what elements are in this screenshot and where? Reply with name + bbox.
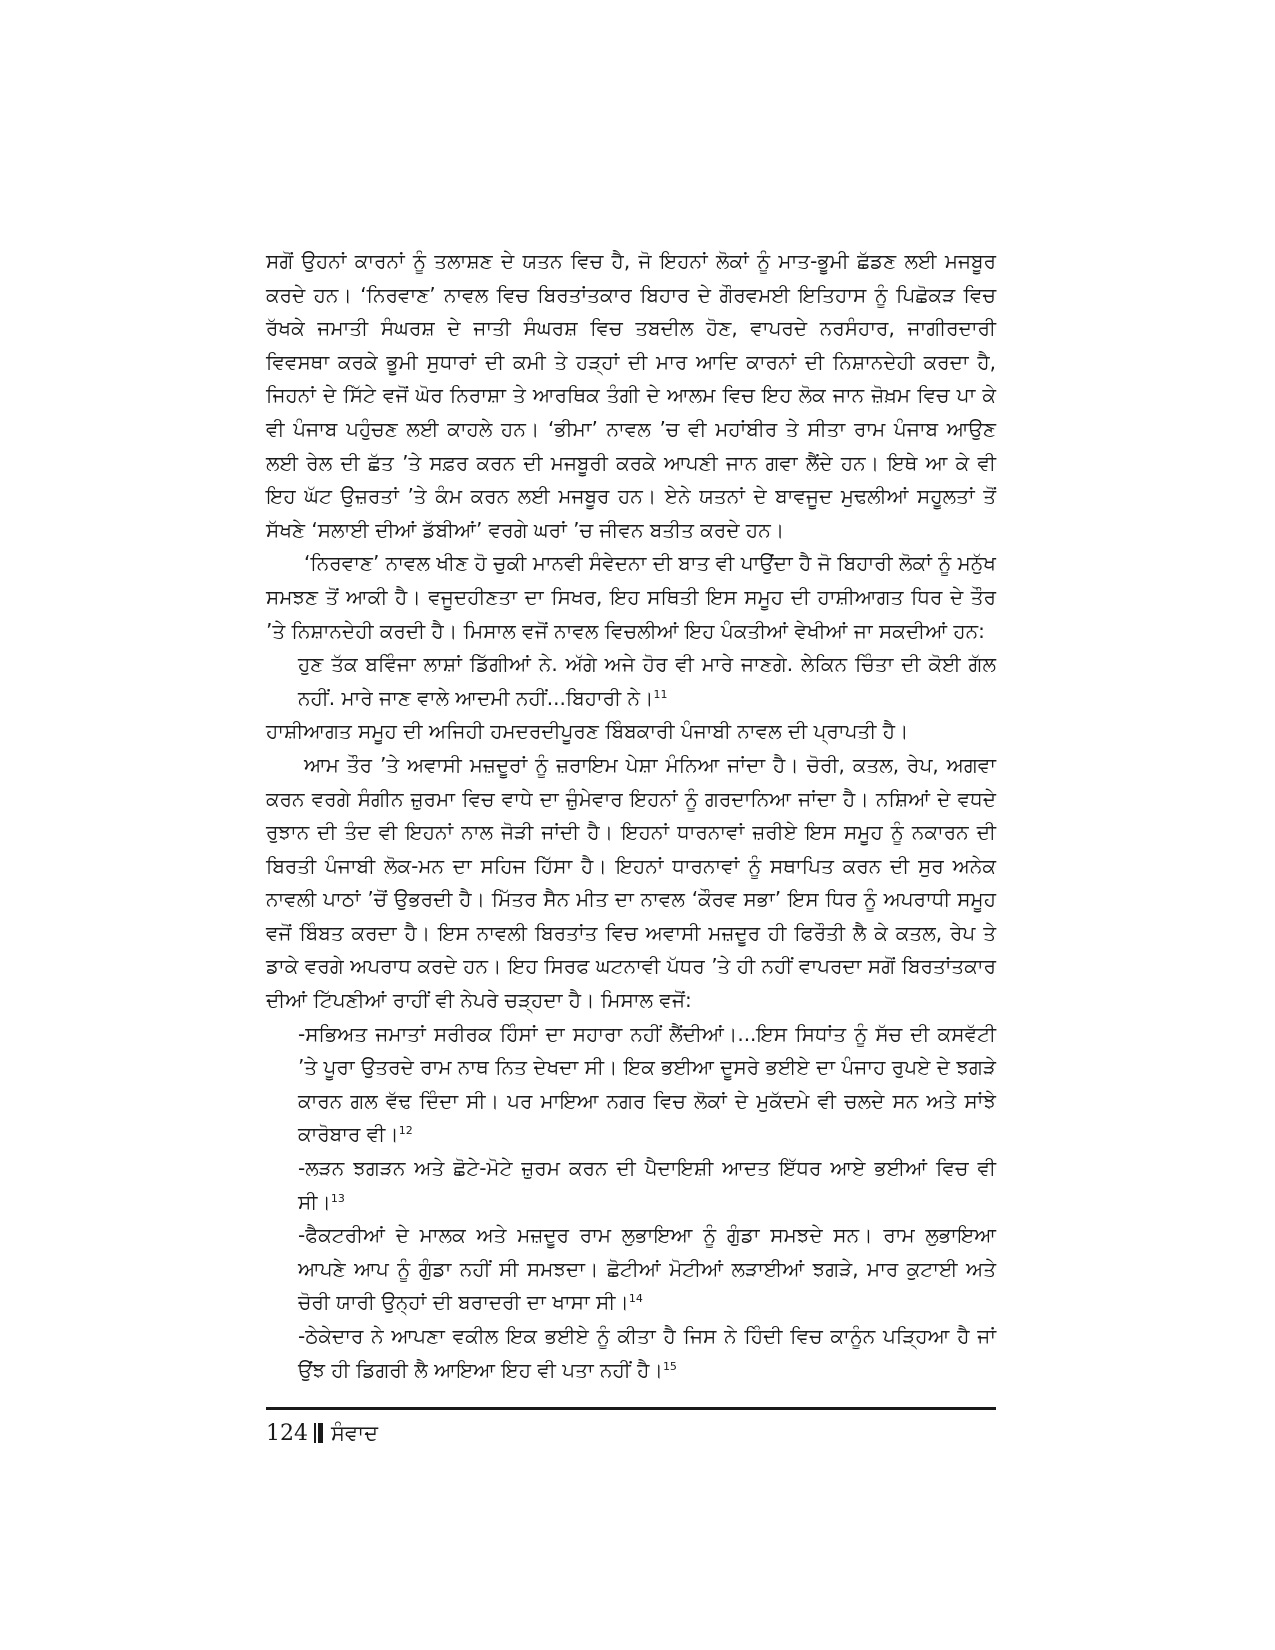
footnote-ref: 11 xyxy=(653,687,668,701)
footnote-ref: 12 xyxy=(398,1124,413,1138)
quote-text: ਹੁਣ ਤੱਕ ਬਵਿੰਜਾ ਲਾਸ਼ਾਂ ਡਿੱਗੀਆਂ ਨੇ. ਅੱਗੇ ਅਜੇ ਹੋਰ ਵੀ ਮਾਰੇ ਜਾਣਗੇ. ਲੇਕਿਨ ਚਿੰਤਾ ਦੀ ਕੋਈ ਗੱਲ ਨਹੀਂ. ਮਾਰੇ ਜਾਣ ਵਾਲੇ ਆਦਮੀ ਨਹੀਂ...ਬਿਹਾਰੀ ਨੇ। xyxy=(298,652,996,710)
footer-divider xyxy=(266,1407,996,1410)
footnote-ref: 14 xyxy=(628,1292,643,1306)
quote-text: -ਫੈਕਟਰੀਆਂ ਦੇ ਮਾਲਕ ਅਤੇ ਮਜ਼ਦੂਰ ਰਾਮ ਲੁਭਾਇਆ ਨੂੰ ਗੁੰਡਾ ਸਮਝਦੇ ਸਨ। ਰਾਮ ਲੁਭਾਇਆ ਆਪਣੇ ਆਪ ਨੂੰ ਗੁੰਡਾ ਨਹੀਂ ਸੀ ਸਮਝਦਾ। ਛੋਟੀਆਂ ਮੋਟੀਆਂ ਲੜਾਈਆਂ ਝਗੜੇ, ਮਾਰ ਕੁਟਾਈ ਅਤੇ ਚੋਰੀ ਯਾਰੀ ਉਨ੍ਹਾਂ ਦੀ ਬਰਾਦਰੀ ਦਾ ਖਾਸਾ ਸੀ। xyxy=(298,1223,996,1315)
block-quote xyxy=(298,1018,996,1152)
quote-text: -ਸਭਿਅਤ ਜਮਾਤਾਂ ਸਰੀਰਕ ਹਿੰਸਾਂ ਦਾ ਸਹਾਰਾ ਨਹੀਂ ਲੈਂਦੀਆਂ।...ਇਸ ਸਿਧਾਂਤ ਨੂੰ ਸੱਚ ਦੀ ਕਸਵੱਟੀ ’ਤੇ ਪੂਰਾ ਉਤਰਦੇ ਰਾਮ ਨਾਥ ਨਿਤ ਦੇਖਦਾ ਸੀ। ਇਕ ਭਈਆ ਦੂਸਰੇ ਭਈਏ ਦਾ ਪੰਜਾਹ ਰੁਪਏ ਦੇ ਝਗੜੇ ਕਾਰਨ ਗਲ ਵੱਢ ਦਿੰਦਾ ਸੀ। ਪਰ ਮਾਇਆ ਨਗਰ ਵਿਚ ਲੋਕਾਂ ਦੇ ਮੁਕੱਦਮੇ ਵੀ ਚਲਦੇ ਸਨ ਅਤੇ ਸਾਂਝੇ ਕਾਰੋਬਾਰ ਵੀ। xyxy=(298,1021,996,1147)
paragraph: ਹਾਸ਼ੀਆਗਤ ਸਮੂਹ ਦੀ ਅਜਿਹੀ ਹਮਦਰਦੀਪੂਰਣ ਬਿੰਬਕਾਰੀ ਪੰਜਾਬੀ ਨਾਵਲ ਦੀ ਪ੍ਰਾਪਤੀ ਹੈ। xyxy=(266,719,909,744)
journal-title: ਸੰਵਾਦ xyxy=(331,1420,379,1445)
block-quote xyxy=(298,1320,996,1387)
paragraph: ਸਗੋਂ ਉਹਨਾਂ ਕਾਰਨਾਂ ਨੂੰ ਤਲਾਸ਼ਣ ਦੇ ਯਤਨ ਵਿਚ ਹੈ, ਜੋ ਇਹਨਾਂ ਲੋਕਾਂ ਨੂੰ ਮਾਤ-ਭੂਮੀ ਛੱਡਣ ਲਈ ਮਜਬੂਰ ਕਰਦੇ ਹਨ। ‘ਨਿਰਵਾਣ’ ਨਾਵਲ ਵਿਚ ਬਿਰਤਾਂਤਕਾਰ ਬਿਹਾਰ ਦੇ ਗੌਰਵਮਈ ਇਤਿਹਾਸ ਨੂੰ ਪਿਛੋਕੜ ਵਿਚ ਰੱਖਕੇ ਜਮਾਤੀ ਸੰਘਰਸ਼ ਦੇ ਜਾਤੀ ਸੰਘਰਸ਼ ਵਿਚ ਤਬਦੀਲ ਹੋਣ, ਵਾਪਰਦੇ ਨਰਸੰਹਾਰ, ਜਾਗੀਰਦਾਰੀ ਵਿਵਸਥਾ ਕਰਕੇ ਭੂਮੀ ਸੁਧਾਰਾਂ ਦੀ ਕਮੀ ਤੇ ਹੜ੍ਹਾਂ ਦੀ ਮਾਰ ਆਦਿ ਕਾਰਨਾਂ ਦੀ ਨਿਸ਼ਾਨਦੇਹੀ ਕਰਦਾ ਹੈ, ਜਿਹਨਾਂ ਦੇ ਸਿੱਟੇ ਵਜੋਂ ਘੋਰ ਨਿਰਾਸ਼ਾ ਤੇ ਆਰਥਿਕ ਤੰਗੀ ਦੇ ਆਲਮ ਵਿਚ ਇਹ ਲੋਕ ਜਾਨ ਜ਼ੋਖ਼ਮ ਵਿਚ ਪਾ ਕੇ ਵੀ ਪੰਜਾਬ ਪਹੁੰਚਣ ਲਈ ਕਾਹਲੇ ਹਨ। ‘ਭੀਮਾ’ ਨਾਵਲ ’ਚ ਵੀ ਮਹਾਂਬੀਰ ਤੇ ਸੀਤਾ ਰਾਮ ਪੰਜਾਬ ਆਉਣ ਲਈ ਰੇਲ ਦੀ ਛੱਤ ’ਤੇ ਸਫ਼ਰ ਕਰਨ ਦੀ ਮਜਬੂਰੀ ਕਰਕੇ ਆਪਣੀ ਜਾਨ ਗਵਾ ਲੈਂਦੇ ਹਨ। ਇਥੇ ਆ ਕੇ ਵੀ ਇਹ ਘੱਟ ਉਜ਼ਰਤਾਂ ’ਤੇ ਕੰਮ ਕਰਨ ਲਈ ਮਜਬੂਰ ਹਨ। ਏਨੇ ਯਤਨਾਂ ਦੇ ਬਾਵਜੂਦ ਮੁਢਲੀਆਂ ਸਹੂਲਤਾਂ ਤੋਂ ਸੱਖਣੇ ‘ਸਲਾਈ ਦੀਆਂ ਡੱਬੀਆਂ’ ਵਰਗੇ ਘਰਾਂ ’ਚ ਜੀਵਨ ਬਤੀਤ ਕਰਦੇ ਹਨ। xyxy=(266,249,996,542)
separator-bars-icon xyxy=(314,1422,325,1444)
page-body xyxy=(266,245,996,1387)
paragraph: ਆਮ ਤੌਰ ’ਤੇ ਅਵਾਸੀ ਮਜ਼ਦੂਰਾਂ ਨੂੰ ਜ਼ਰਾਇਮ ਪੇਸ਼ਾ ਮੰਨਿਆ ਜਾਂਦਾ ਹੈ। ਚੋਰੀ, ਕਤਲ, ਰੇਪ, ਅਗਵਾ ਕਰਨ ਵਰਗੇ ਸੰਗੀਨ ਜ਼ੁਰਮਾ ਵਿਚ ਵਾਧੇ ਦਾ ਜ਼ੁੰਮੇਵਾਰ ਇਹਨਾਂ ਨੂੰ ਗਰਦਾਨਿਆ ਜਾਂਦਾ ਹੈ। ਨਸ਼ਿਆਂ ਦੇ ਵਧਦੇ ਰੁਝਾਨ ਦੀ ਤੰਦ ਵੀ ਇਹਨਾਂ ਨਾਲ ਜੋੜੀ ਜਾਂਦੀ ਹੈ। ਇਹਨਾਂ ਧਾਰਨਾਵਾਂ ਜ਼ਰੀਏ ਇਸ ਸਮੂਹ ਨੂੰ ਨਕਾਰਨ ਦੀ ਬਿਰਤੀ ਪੰਜਾਬੀ ਲੋਕ-ਮਨ ਦਾ ਸਹਿਜ ਹਿੱਸਾ ਹੈ। ਇਹਨਾਂ ਧਾਰਨਾਵਾਂ ਨੂੰ ਸਥਾਪਿਤ ਕਰਨ ਦੀ ਸੁਰ ਅਨੇਕ ਨਾਵਲੀ ਪਾਠਾਂ ’ਚੋਂ ਉਭਰਦੀ ਹੈ। ਮਿੱਤਰ ਸੈਨ ਮੀਤ ਦਾ ਨਾਵਲ ‘ਕੌਰਵ ਸਭਾ’ ਇਸ ਧਿਰ ਨੂੰ ਅਪਰਾਧੀ ਸਮੂਹ ਵਜੋਂ ਬਿੰਬਤ ਕਰਦਾ ਹੈ। ਇਸ ਨਾਵਲੀ ਬਿਰਤਾਂਤ ਵਿਚ ਅਵਾਸੀ ਮਜ਼ਦੂਰ ਹੀ ਫਿਰੌਤੀ ਲੈ ਕੇ ਕਤਲ, ਰੇਪ ਤੇ ਡਾਕੇ ਵਰਗੇ ਅਪਰਾਧ ਕਰਦੇ ਹਨ। ਇਹ ਸਿਰਫ ਘਟਨਾਵੀ ਪੱਧਰ ’ਤੇ ਹੀ ਨਹੀਂ ਵਾਪਰਦਾ ਸਗੋਂ ਬਿਰਤਾਂਤਕਾਰ ਦੀਆਂ ਟਿੱਪਣੀਆਂ ਰਾਹੀਂ ਵੀ ਨੇਪਰੇ ਚੜ੍ਹਦਾ ਹੈ। ਮਿਸਾਲ ਵਜੋਂ: xyxy=(266,752,996,1013)
footnote-ref: 15 xyxy=(662,1359,677,1373)
quote-text: -ਠੇਕੇਦਾਰ ਨੇ ਆਪਣਾ ਵਕੀਲ ਇਕ ਭਈਏ ਨੂੰ ਕੀਤਾ ਹੈ ਜਿਸ ਨੇ ਹਿੰਦੀ ਵਿਚ ਕਾਨੂੰਨ ਪੜ੍ਹਿਆ ਹੈ ਜਾਂ ਉਂਝ ਹੀ ਡਿਗਰੀ ਲੈ ਆਇਆ ਇਹ ਵੀ ਪਤਾ ਨਹੀਂ ਹੈ। xyxy=(298,1324,996,1382)
page-footer xyxy=(266,1415,378,1451)
block-quote xyxy=(298,648,996,715)
page-number: 124 xyxy=(266,1420,308,1446)
block-quote xyxy=(298,1152,996,1219)
block-quote xyxy=(298,1219,996,1320)
footnote-ref: 13 xyxy=(330,1191,345,1205)
quote-text: -ਲੜਨ ਝਗੜਨ ਅਤੇ ਛੋਟੇ-ਮੋਟੇ ਜ਼ੁਰਮ ਕਰਨ ਦੀ ਪੈਦਾਇਸ਼ੀ ਆਦਤ ਇੱਧਰ ਆਏ ਭਈਆਂ ਵਿਚ ਵੀ ਸੀ। xyxy=(298,1156,996,1214)
paragraph: ‘ਨਿਰਵਾਣ’ ਨਾਵਲ ਖੀਣ ਹੋ ਚੁਕੀ ਮਾਨਵੀ ਸੰਵੇਦਨਾ ਦੀ ਬਾਤ ਵੀ ਪਾਉਂਦਾ ਹੈ ਜੋ ਬਿਹਾਰੀ ਲੋਕਾਂ ਨੂੰ ਮਨੁੱਖ ਸਮਝਣ ਤੋਂ ਆਕੀ ਹੈ। ਵਜੂਦਹੀਣਤਾ ਦਾ ਸਿਖਰ, ਇਹ ਸਥਿਤੀ ਇਸ ਸਮੂਹ ਦੀ ਹਾਸ਼ੀਆਗਤ ਧਿਰ ਦੇ ਤੌਰ ’ਤੇ ਨਿਸ਼ਾਨਦੇਹੀ ਕਰਦੀ ਹੈ। ਮਿਸਾਲ ਵਜੋਂ ਨਾਵਲ ਵਿਚਲੀਆਂ ਇਹ ਪੰਕਤੀਆਂ ਵੇਖੀਆਂ ਜਾ ਸਕਦੀਆਂ ਹਨ: xyxy=(266,551,997,643)
